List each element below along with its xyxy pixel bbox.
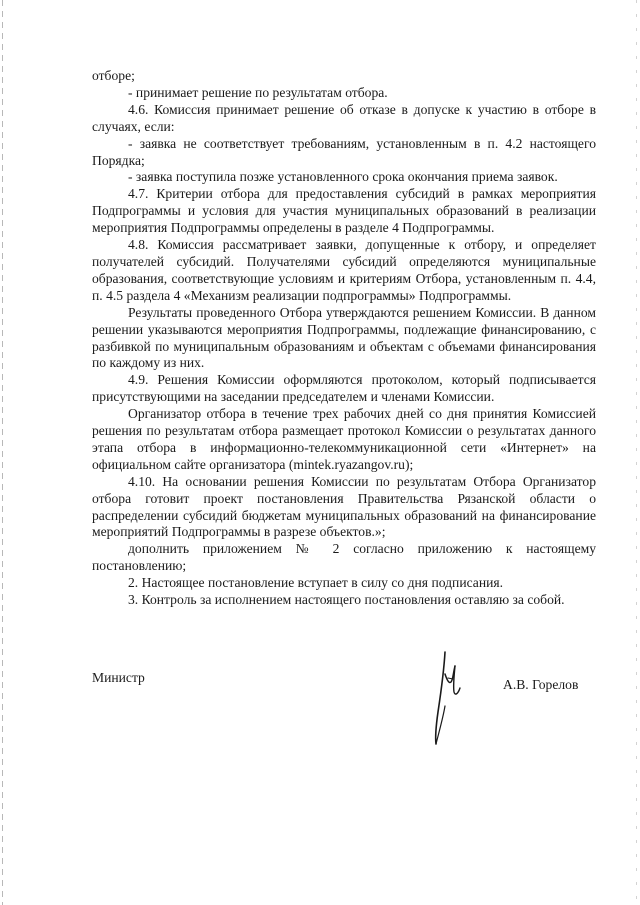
paragraph: 2. Настоящее постановление вступает в силу со дня подписания. [128,575,504,591]
handwritten-signature [426,648,466,748]
scan-edge-right [636,0,637,905]
paragraph: Результаты проведенного Отбора утверждаются решением Комиссии. В данном решении указываются мероприятия Подпрограммы, подлежащие финансированию, с разбивкой по муниципальным образованиям и объектам с объемами финансирования по каждому из них. [92,304,596,371]
paragraph: Организатор отбора в течение трех рабочих дней со дня принятия Комиссией решения по результатам отбора размещает протокол Комиссии о результатах данного этапа отбора в информационно-телекоммуникационной сети «Интернет» на официальном сайте организатора (mintek.ryazangov.ru); [92,406,596,472]
paragraph: отборе; [92,68,135,83]
paragraph: - принимает решение по результатам отбора. [128,84,388,100]
paragraph: 4.9. Решения Комиссии оформляются протоколом, который подписывается присутствующими на заседании председателем и членами Комиссии. [92,372,596,405]
signatory-name: А.В. Горелов [503,677,579,692]
paragraph: 4.8. Комиссия рассматривает заявки, допущенные к отбору, и определяет получателей субсидий. Получателями субсидий определяются муниципальные образования, соответствующие условиям и критериям Отбора, установленным п. 4.4, п. 4.5 раздела 4 «Механизм реализации подпрограммы» Подпрограммы. [92,237,596,303]
scan-edge-left [2,0,3,905]
paragraph: 4.7. Критерии отбора для предоставления субсидий в рамках мероприятия Подпрограммы и условия для участия муниципальных образований в реализации мероприятия Подпрограммы определены в разделе 4 Подпрограммы. [92,186,596,236]
paragraph: - заявка поступила позже установленного срока окончания приема заявок. [128,169,558,185]
document-body [92,68,596,609]
paragraph: - заявка не соответствует требованиям, установленным в п. 4.2 настоящего Порядка; [92,135,596,168]
signatory-title: Министр [92,670,145,685]
paragraph: 4.6. Комиссия принимает решение об отказе в допуске к участию в отборе в случаях, если: [92,101,596,134]
paragraph: 4.10. На основании решения Комиссии по результатам Отбора Организатор отбора готовит проект постановления Правительства Рязанской области о распределении субсидий бюджетам муниципальных образований на финансирование мероприятий Подпрограммы в разрезе объектов.»; [92,473,596,540]
paragraph: дополнить приложением № 2 согласно приложению к настоящему постановлению; [92,541,596,574]
paragraph: 3. Контроль за исполнением настоящего постановления оставляю за собой. [128,592,565,608]
